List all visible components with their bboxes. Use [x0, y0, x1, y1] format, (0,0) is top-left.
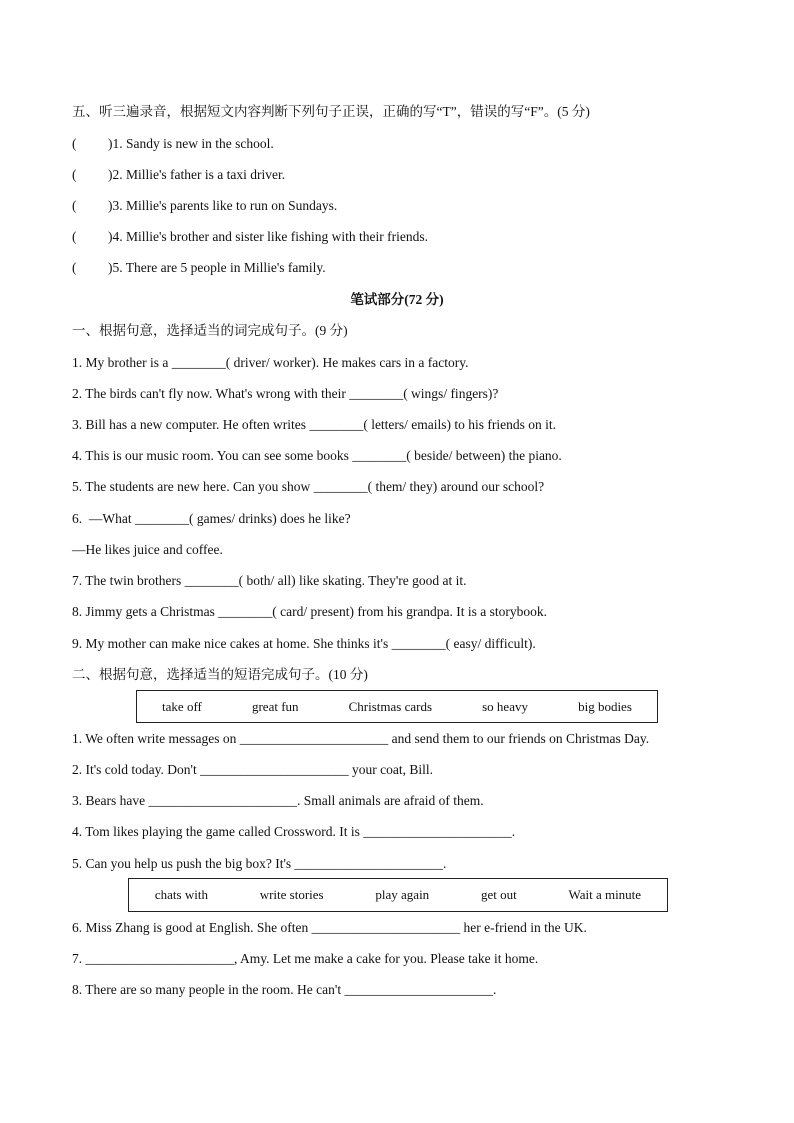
section2-title: 二、根据句意，选择适当的短语完成句子。(10 分)	[72, 667, 368, 682]
phrase-option: Wait a minute	[568, 887, 642, 902]
question-line: 1. We often write messages on ______________________ and send them to our friends on Christmas Day.	[72, 731, 650, 746]
judgement-item: ( )2. Millie's father is a taxi driver.	[72, 167, 286, 182]
question-line: 6. —What ________( games/ drinks) does he like?	[72, 511, 351, 526]
answer-paren[interactable]: (	[72, 260, 77, 275]
question-line: 8. There are so many people in the room. He can't ______________________.	[72, 982, 497, 997]
phrase-box-2	[128, 878, 668, 912]
judgement-item: ( )1. Sandy is new in the school.	[72, 136, 274, 151]
written-section-heading: 笔试部分(72 分)	[350, 292, 444, 307]
question-line: 8. Jimmy gets a Christmas ________( card/ present) from his grandpa. It is a storybook.	[72, 604, 548, 619]
question-line: 3. Bill has a new computer. He often writes ________( letters/ emails) to his friends on it.	[72, 417, 557, 432]
question-line: 4. This is our music room. You can see some books ________( beside/ between) the piano.	[72, 448, 562, 463]
question-line: 3. Bears have ______________________. Small animals are afraid of them.	[72, 793, 484, 808]
phrase-option: write stories	[259, 887, 324, 902]
answer-paren[interactable]: (	[72, 229, 77, 244]
question-line: 7. ______________________, Amy. Let me make a cake for you. Please take it home.	[72, 951, 539, 966]
question-line: 2. It's cold today. Don't ______________________ your coat, Bill.	[72, 762, 433, 777]
phrase-option: play again	[375, 887, 430, 902]
phrase-option: great fun	[251, 698, 299, 714]
question-line: 7. The twin brothers ________( both/ all) like skating. They're good at it.	[72, 573, 467, 588]
judgement-item: ( )5. There are 5 people in Millie's family.	[72, 260, 326, 275]
judgement-item: ( )3. Millie's parents like to run on Sundays.	[72, 198, 338, 213]
phrase-option: chats with	[154, 887, 208, 902]
phrase-option: so heavy	[482, 698, 528, 714]
answer-paren[interactable]: (	[72, 198, 77, 213]
phrase-option: get out	[480, 887, 517, 902]
question-line: 1. My brother is a ________( driver/ worker). He makes cars in a factory.	[72, 355, 469, 370]
question-line: 4. Tom likes playing the game called Crossword. It is ______________________.	[72, 824, 516, 839]
listening-title: 五、听三遍录音，根据短文内容判断下列句子正误，正确的写“T”，错误的写“F”。(5 分)	[72, 104, 590, 119]
section1-title: 一、根据句意，选择适当的词完成句子。(9 分)	[72, 323, 348, 338]
answer-paren[interactable]: (	[72, 167, 77, 182]
question-line: 5. The students are new here. Can you show ________( them/ they) around our school?	[72, 479, 545, 494]
phrase-option: take off	[162, 698, 202, 714]
phrase-option: Christmas cards	[348, 698, 433, 714]
phrase-box-1	[136, 690, 658, 723]
question-line: —He likes juice and coffee.	[72, 542, 223, 557]
phrase-option: big bodies	[578, 698, 632, 714]
answer-paren[interactable]: (	[72, 136, 77, 151]
question-line: 2. The birds can't fly now. What's wrong with their ________( wings/ fingers)?	[72, 386, 499, 401]
judgement-item: ( )4. Millie's brother and sister like fishing with their friends.	[72, 229, 428, 244]
question-line: 6. Miss Zhang is good at English. She often ______________________ her e-friend in the UK.	[72, 920, 587, 935]
question-line: 9. My mother can make nice cakes at home. She thinks it's ________( easy/ difficult).	[72, 636, 536, 651]
question-line: 5. Can you help us push the big box? It's ______________________.	[72, 856, 447, 871]
